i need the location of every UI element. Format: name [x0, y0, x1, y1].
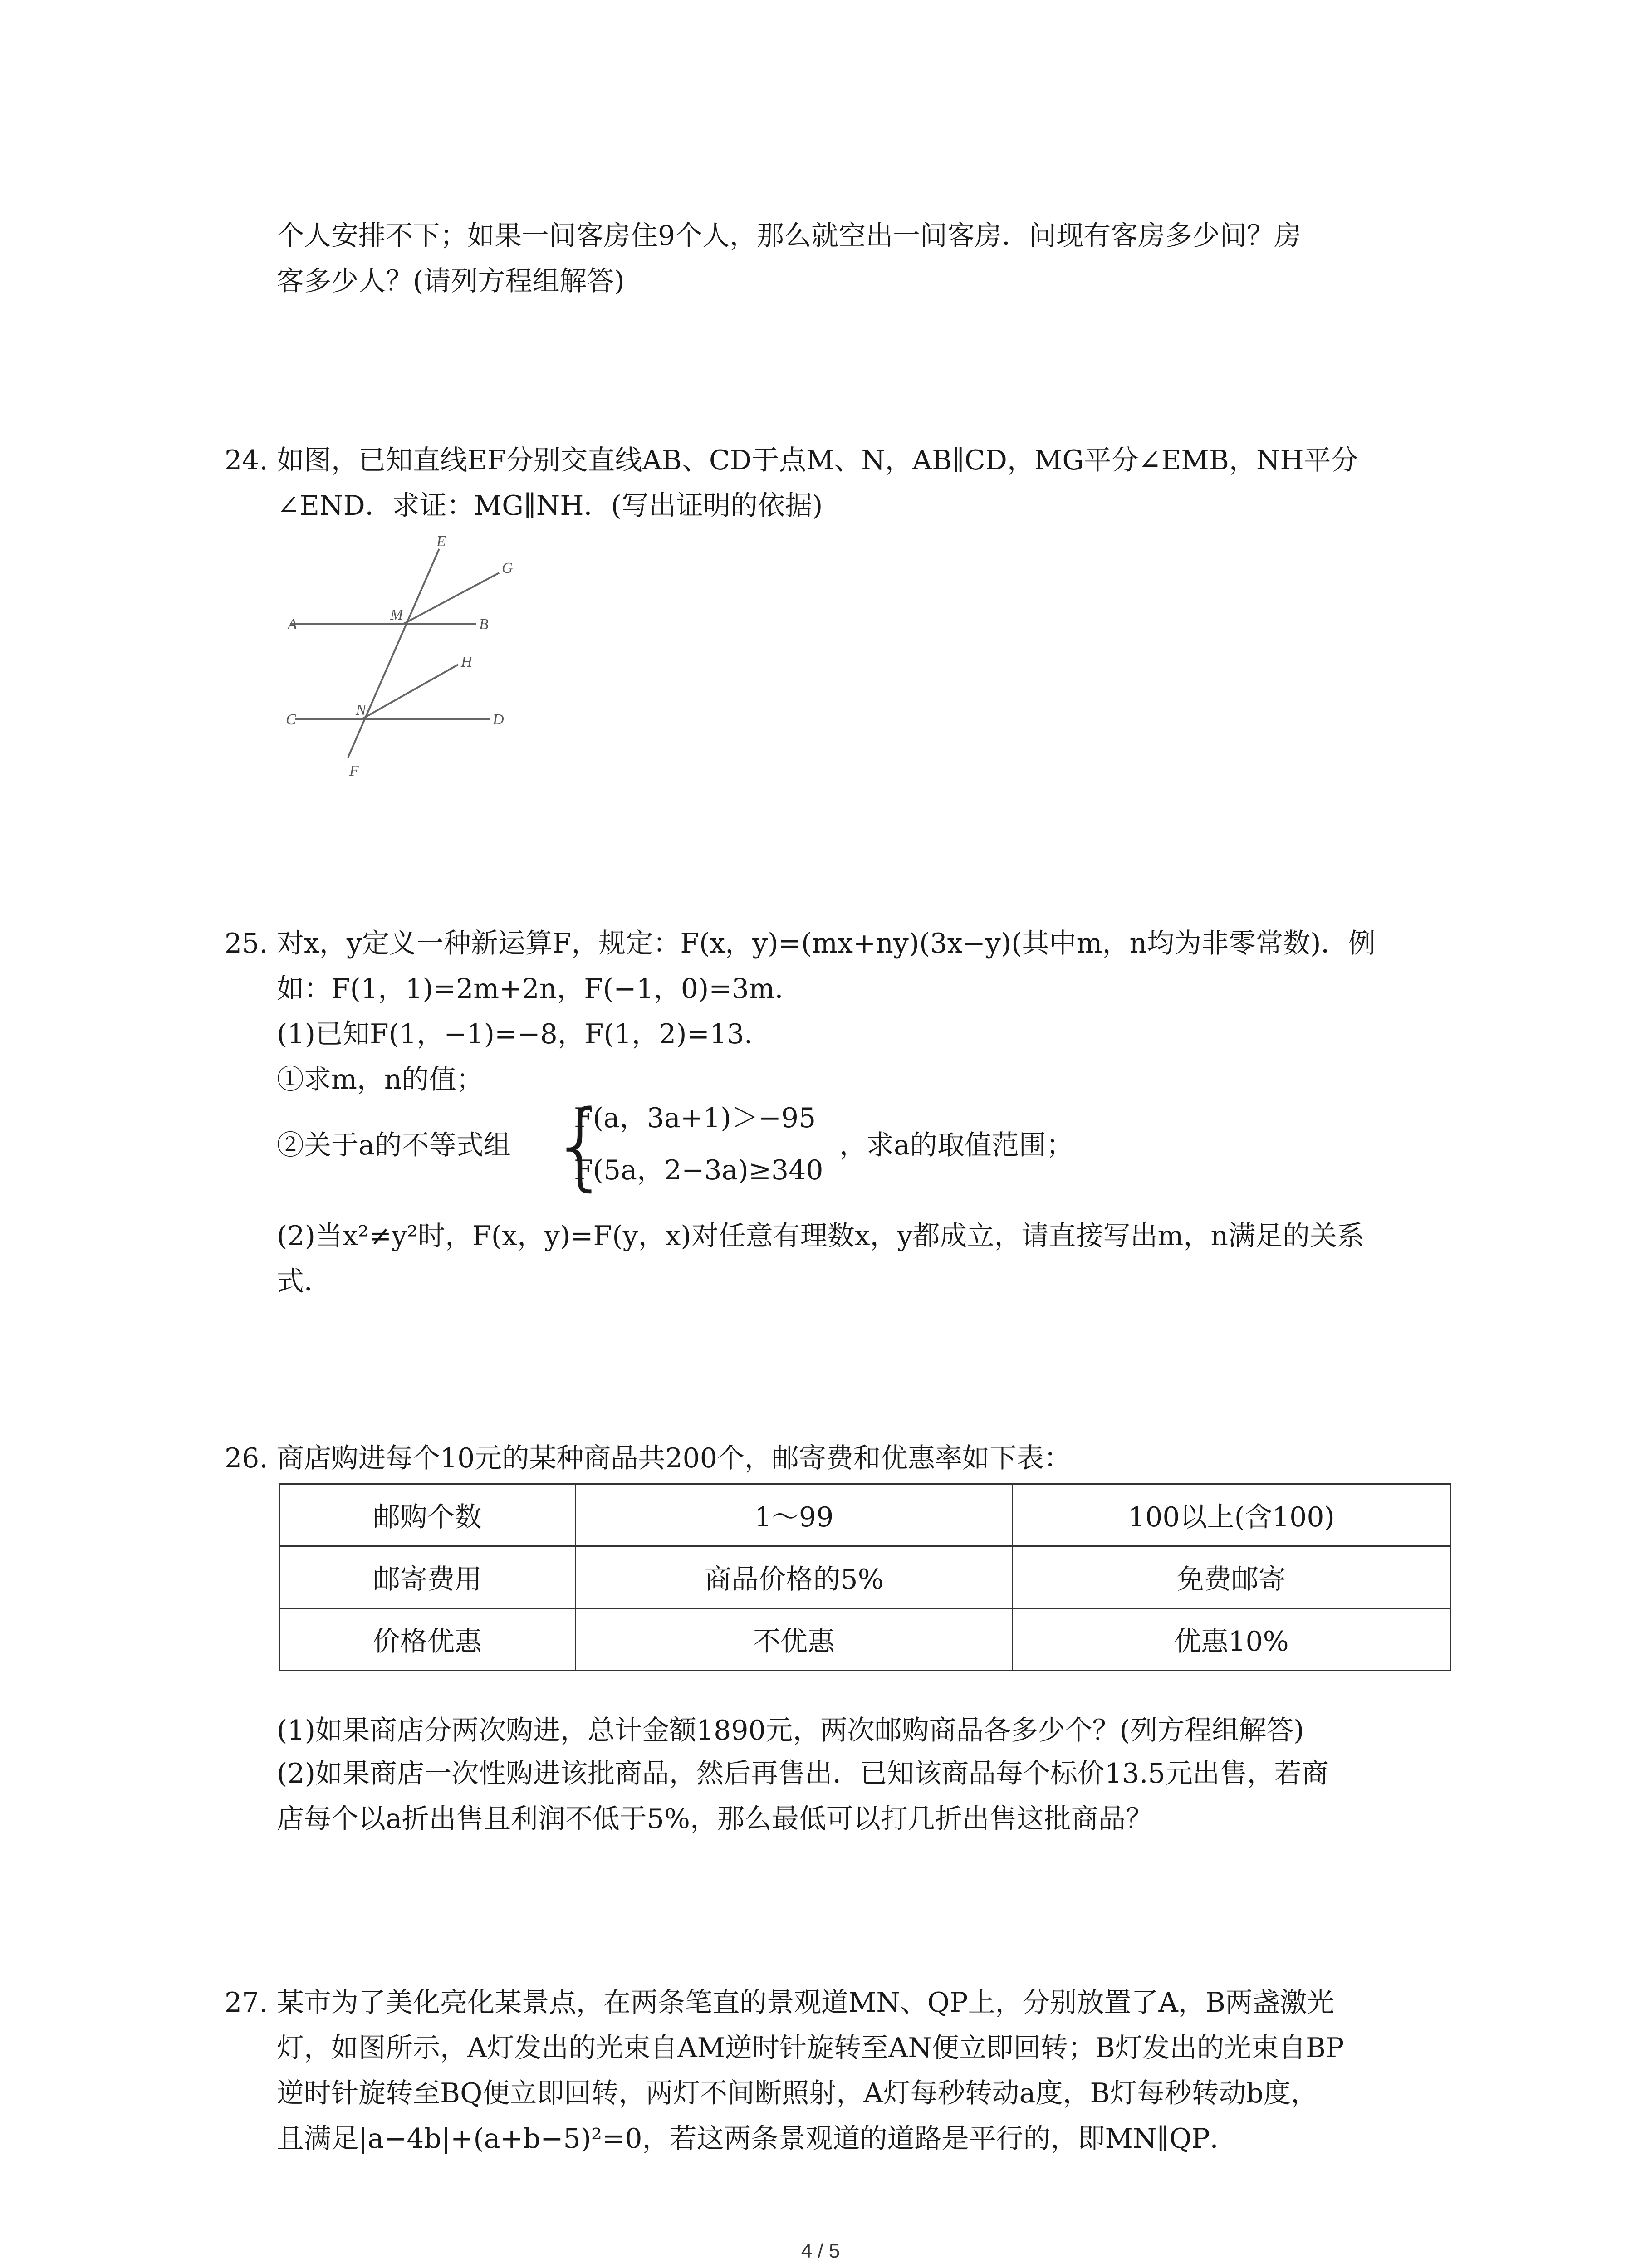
table-cell: 邮购个数: [279, 1484, 576, 1546]
table-cell: 1～99: [576, 1484, 1013, 1546]
system-brace: {: [550, 1090, 611, 1201]
label-b: B: [479, 616, 489, 633]
label-d: D: [493, 711, 504, 728]
table-cell: 商品价格的5%: [576, 1546, 1013, 1608]
question-25-line-3: (1)已知F(1，−1)=−8，F(1，2)=13．: [277, 1018, 772, 1050]
question-25-line-6: (2)当x²≠y²时，F(x，y)=F(y，x)对任意有理数x，y都成立，请直接写出m，n满足的关系: [277, 1220, 1365, 1252]
table-cell: 100以上(含100): [1013, 1484, 1450, 1546]
question-25-line-1: 对x，y定义一种新运算F，规定：F(x，y)=(mx+ny)(3x−y)(其中m，n均为非零常数)．例: [277, 928, 1376, 959]
label-f: F: [349, 763, 359, 779]
question-26-line-1: 商店购进每个10元的某种商品共200个，邮寄费和优惠率如下表：: [277, 1442, 1071, 1474]
question-25-line-7: 式．: [277, 1266, 331, 1297]
question-number-25: 25.: [225, 928, 268, 959]
question-24-line-2: ∠END．求证：MG∥NH．(写出证明的依据): [277, 490, 823, 522]
label-e: E: [436, 535, 446, 550]
table-cell: 不优惠: [576, 1608, 1013, 1671]
question-number-27: 27.: [225, 1987, 268, 2019]
question-25-line-2: 如：F(1，1)=2m+2n，F(−1，0)=3m．: [277, 973, 802, 1005]
question-27-line-3: 逆时针旋转至BQ便立即回转，两灯不间断照射，A灯每秒转动a度，B灯每秒转动b度，: [277, 2077, 1318, 2109]
question-number-24: 24.: [225, 445, 268, 476]
text-line: 个人安排不下；如果一间客房住9个人，那么就空出一间客房．问现有客房多少间？房: [277, 220, 1302, 252]
question-27-line-1: 某市为了美化亮化某景点，在两条笔直的景观道MN、QP上，分别放置了A，B两盏激光: [277, 1987, 1334, 2019]
label-m: M: [390, 606, 403, 623]
question-26-part-1: (1)如果商店分两次购进，总计金额1890元，两次邮购商品各多少个？(列方程组解答): [277, 1715, 1304, 1746]
question-25-line-5b: ，求a的取值范围；: [839, 1129, 1073, 1161]
inequality-1: F(a，3a+1)＞−95: [574, 1102, 816, 1134]
label-a: A: [288, 616, 297, 633]
question-27-line-4: 且满足|a−4b|+(a+b−5)²=0，若这两条景观道的道路是平行的，即MN∥QP．: [277, 2123, 1237, 2155]
label-n: N: [356, 702, 366, 719]
question-26-part-2b: 店每个以a折出售且利润不低于5%，那么最低可以打几折出售这批商品？: [277, 1803, 1153, 1835]
text-line: 客多少人？(请列方程组解答): [277, 265, 625, 297]
question-25-line-5a: ②关于a的不等式组: [277, 1129, 511, 1161]
label-g: G: [502, 560, 513, 577]
table-cell: 邮寄费用: [279, 1546, 576, 1608]
inequality-2: F(5a，2−3a)≥340: [574, 1154, 823, 1186]
table-row: [279, 1484, 1450, 1546]
table-cell: 价格优惠: [279, 1608, 576, 1671]
question-25-line-4: ①求m，n的值；: [277, 1064, 484, 1095]
table-row: [279, 1546, 1450, 1608]
question-24-line-1: 如图，已知直线EF分别交直线AB、CD于点M、N，AB∥CD，MG平分∠EMB，NH平分: [277, 445, 1358, 476]
table-cell: 免费邮寄: [1013, 1546, 1450, 1608]
question-27-line-2: 灯，如图所示，A灯发出的光束自AM逆时针旋转至AN便立即回转；B灯发出的光束自BP: [277, 2032, 1344, 2064]
page-number: 4 / 5: [801, 2240, 840, 2262]
question-number-26: 26.: [225, 1442, 268, 1474]
postage-table: [279, 1483, 1451, 1671]
table-row: [279, 1608, 1450, 1671]
table-cell: 优惠10%: [1013, 1608, 1450, 1671]
line-ef: [348, 549, 439, 758]
geometry-figure: [281, 535, 535, 789]
label-h: H: [461, 654, 472, 670]
question-26-part-2a: (2)如果商店一次性购进该批商品，然后再售出．已知该商品每个标价13.5元出售，若商: [277, 1758, 1329, 1789]
label-c: C: [286, 711, 296, 728]
